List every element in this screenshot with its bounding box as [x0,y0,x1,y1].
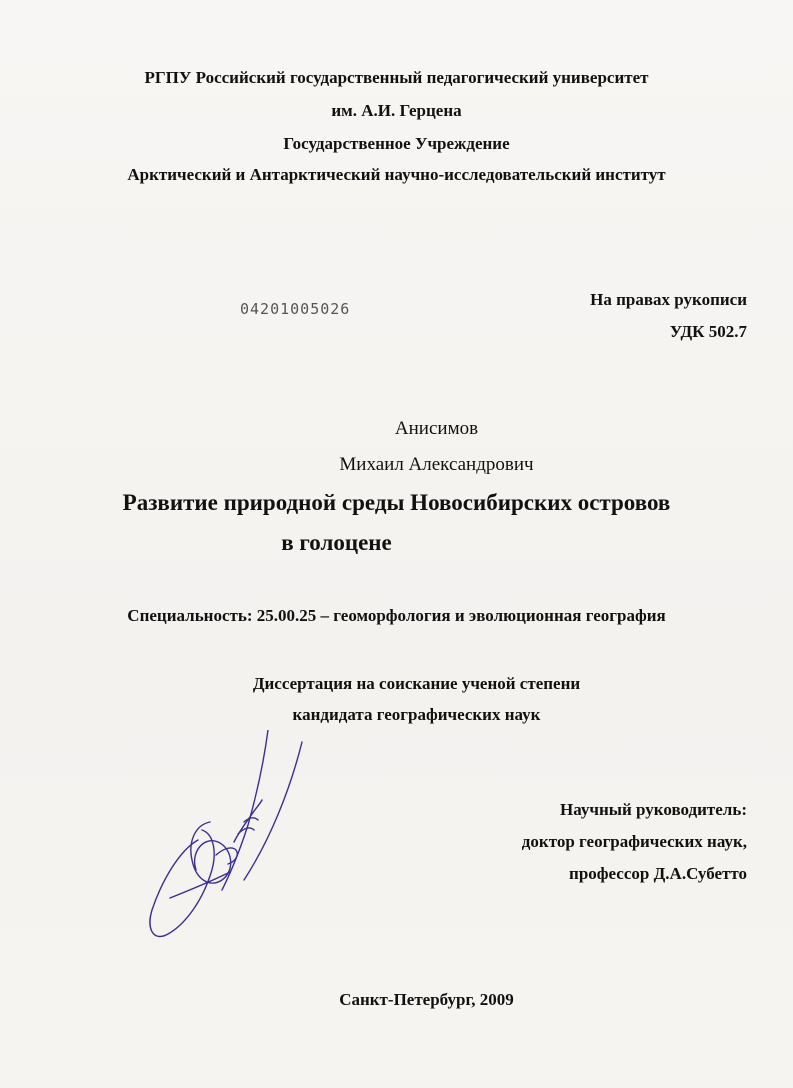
handwritten-signature [140,730,310,955]
institution-line-3: Государственное Учреждение [283,134,510,153]
institution-line-1: РГПУ Российский государственный педагогический университет [144,68,649,87]
degree-line-1: Диссертация на соискание ученой степени [252,674,581,693]
archive-code: 04201005026 [240,300,351,318]
degree-line-2: кандидата географических наук [292,705,541,724]
supervisor-degree: доктор географических наук, [521,832,747,851]
institution-line-2: им. А.И. Герцена [331,101,462,120]
thesis-title-line-1: Развитие природной среды Новосибирских островов [122,490,671,515]
thesis-title-line-2: в голоцене [281,530,392,555]
signature-stroke [170,872,230,898]
signature-stroke [222,730,268,890]
author-surname: Анисимов [394,418,479,439]
signature-stroke [234,800,262,842]
supervisor-name: профессор Д.А.Субетто [569,864,747,883]
city-year: Санкт-Петербург, 2009 [339,990,514,1009]
manuscript-rights: На правах рукописи [590,290,747,309]
udk-code: УДК 502.7 [669,322,747,341]
specialty: Специальность: 25.00.25 – геоморфология и эволюционная география [127,606,666,625]
institution-line-4: Арктический и Антарктический научно-исследовательский институт [127,165,666,184]
supervisor-label: Научный руководитель: [560,800,747,819]
author-given-names: Михаил Александрович [339,454,534,475]
signature-stroke [244,742,302,880]
